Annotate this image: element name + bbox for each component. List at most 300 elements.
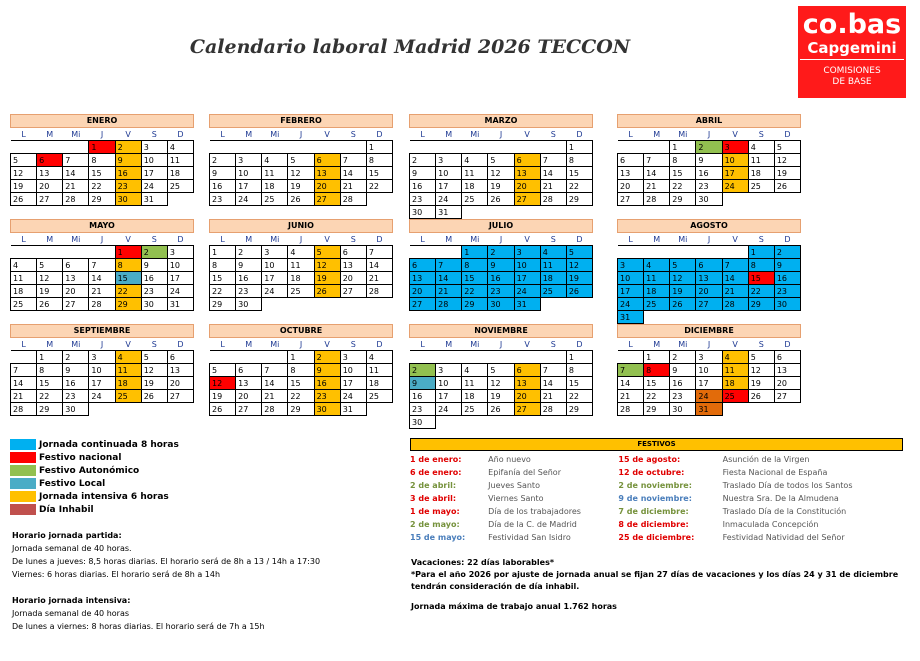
day-cell: 29 bbox=[210, 298, 236, 311]
month-title: NOVIEMBRE bbox=[409, 324, 593, 338]
day-cell: 21 bbox=[340, 180, 366, 193]
day-cell: 27 bbox=[514, 193, 540, 206]
month-abril bbox=[617, 114, 801, 206]
day-cell: 14 bbox=[722, 272, 748, 285]
day-cell: 9 bbox=[141, 259, 167, 272]
weekday-label: V bbox=[514, 128, 540, 141]
day-cell: 1 bbox=[89, 141, 115, 154]
jornada-maxima: Jornada máxima de trabajo anual 1.762 horas bbox=[411, 602, 617, 611]
day-cell: 16 bbox=[63, 377, 89, 390]
day-cell: 11 bbox=[462, 167, 488, 180]
day-cell: 26 bbox=[670, 298, 696, 311]
day-cell: 2 bbox=[141, 246, 167, 259]
legend-label: Día Inhabil bbox=[39, 504, 94, 515]
empty-cell bbox=[748, 403, 774, 416]
day-cell: 5 bbox=[210, 364, 236, 377]
day-cell: 4 bbox=[540, 246, 566, 259]
day-cell: 11 bbox=[644, 272, 670, 285]
month-title: ABRIL bbox=[617, 114, 801, 128]
day-cell: 8 bbox=[644, 364, 670, 377]
empty-cell bbox=[115, 403, 141, 416]
day-cell: 26 bbox=[141, 390, 167, 403]
day-cell: 11 bbox=[748, 154, 774, 167]
day-cell: 4 bbox=[462, 154, 488, 167]
day-cell: 14 bbox=[540, 377, 566, 390]
weekday-label: Mi bbox=[462, 338, 488, 351]
day-cell: 13 bbox=[340, 259, 366, 272]
empty-cell bbox=[366, 298, 392, 311]
day-cell: 27 bbox=[314, 193, 340, 206]
weekday-label: S bbox=[340, 233, 366, 246]
day-cell: 23 bbox=[236, 285, 262, 298]
empty-cell bbox=[540, 351, 566, 364]
weekday-label: D bbox=[366, 338, 392, 351]
day-cell: 27 bbox=[37, 193, 63, 206]
festivo-name: Día de la C. de Madrid bbox=[488, 520, 577, 529]
day-cell: 4 bbox=[748, 141, 774, 154]
month-mayo bbox=[10, 219, 194, 311]
month-title: JUNIO bbox=[209, 219, 393, 233]
empty-cell bbox=[644, 141, 670, 154]
legend-item bbox=[10, 503, 179, 516]
month-octubre bbox=[209, 324, 393, 416]
day-cell: 8 bbox=[462, 259, 488, 272]
day-cell: 19 bbox=[11, 180, 37, 193]
day-cell: 9 bbox=[410, 167, 436, 180]
day-cell: 6 bbox=[167, 351, 193, 364]
weekday-label: D bbox=[774, 338, 800, 351]
day-cell: 9 bbox=[488, 259, 514, 272]
day-cell: 18 bbox=[462, 390, 488, 403]
day-cell: 29 bbox=[644, 403, 670, 416]
day-cell: 28 bbox=[540, 403, 566, 416]
day-cell: 25 bbox=[115, 390, 141, 403]
day-cell: 22 bbox=[462, 285, 488, 298]
day-cell: 5 bbox=[774, 141, 800, 154]
day-cell: 19 bbox=[488, 180, 514, 193]
weekday-label: J bbox=[288, 128, 314, 141]
day-cell: 16 bbox=[210, 180, 236, 193]
day-cell: 22 bbox=[89, 180, 115, 193]
day-cell: 4 bbox=[644, 259, 670, 272]
weekday-label: D bbox=[774, 128, 800, 141]
empty-cell bbox=[540, 141, 566, 154]
day-cell: 25 bbox=[288, 285, 314, 298]
month-febrero bbox=[209, 114, 393, 206]
day-cell: 9 bbox=[670, 364, 696, 377]
day-cell: 2 bbox=[63, 351, 89, 364]
festivo-date: 1 de enero: bbox=[410, 455, 462, 464]
day-cell: 19 bbox=[774, 167, 800, 180]
day-cell: 7 bbox=[89, 259, 115, 272]
empty-cell bbox=[566, 416, 592, 429]
day-cell: 27 bbox=[236, 403, 262, 416]
day-cell: 10 bbox=[618, 272, 644, 285]
weekday-label: V bbox=[722, 233, 748, 246]
day-cell: 16 bbox=[774, 272, 800, 285]
day-cell: 13 bbox=[37, 167, 63, 180]
weekday-label: V bbox=[115, 338, 141, 351]
legend-item bbox=[10, 438, 179, 451]
horario-intensiva-line: Jornada semanal de 40 horas bbox=[12, 609, 130, 618]
day-cell: 27 bbox=[514, 403, 540, 416]
empty-cell bbox=[774, 403, 800, 416]
day-cell: 21 bbox=[262, 390, 288, 403]
day-cell: 31 bbox=[514, 298, 540, 311]
month-title: SEPTIEMBRE bbox=[10, 324, 194, 338]
day-cell: 27 bbox=[340, 285, 366, 298]
day-cell: 30 bbox=[670, 403, 696, 416]
day-cell: 10 bbox=[89, 364, 115, 377]
horario-intensiva-line: De lunes a viernes: 8 horas diarias. El horario será de 7h a 15h bbox=[12, 622, 265, 631]
day-cell: 24 bbox=[167, 285, 193, 298]
day-cell: 10 bbox=[141, 154, 167, 167]
month-enero bbox=[10, 114, 194, 206]
empty-cell bbox=[436, 246, 462, 259]
festivo-date: 12 de octubre: bbox=[618, 468, 685, 477]
weekday-label: M bbox=[37, 338, 63, 351]
month-marzo bbox=[409, 114, 593, 219]
day-cell: 26 bbox=[11, 193, 37, 206]
day-cell: 26 bbox=[288, 193, 314, 206]
day-cell: 18 bbox=[262, 180, 288, 193]
day-cell: 15 bbox=[115, 272, 141, 285]
day-cell: 10 bbox=[436, 167, 462, 180]
day-cell: 17 bbox=[618, 285, 644, 298]
day-cell: 1 bbox=[566, 141, 592, 154]
empty-cell bbox=[210, 351, 236, 364]
day-cell: 28 bbox=[340, 193, 366, 206]
festivo-name: Traslado Día de todos los Santos bbox=[722, 481, 853, 490]
empty-cell bbox=[618, 351, 644, 364]
horario-intensiva bbox=[12, 594, 265, 633]
empty-cell bbox=[514, 416, 540, 429]
day-cell: 13 bbox=[514, 377, 540, 390]
festivo-date: 2 de abril: bbox=[410, 481, 457, 490]
day-cell: 22 bbox=[644, 390, 670, 403]
day-cell: 21 bbox=[644, 180, 670, 193]
day-cell: 26 bbox=[37, 298, 63, 311]
day-cell: 31 bbox=[340, 403, 366, 416]
day-cell: 5 bbox=[488, 154, 514, 167]
weekday-label: L bbox=[410, 233, 436, 246]
day-cell: 3 bbox=[514, 246, 540, 259]
day-cell: 20 bbox=[696, 285, 722, 298]
month-julio bbox=[409, 219, 593, 311]
day-cell: 8 bbox=[748, 259, 774, 272]
weekday-label: M bbox=[644, 338, 670, 351]
day-cell: 17 bbox=[236, 180, 262, 193]
weekday-label: J bbox=[488, 128, 514, 141]
day-cell: 8 bbox=[37, 364, 63, 377]
day-cell: 11 bbox=[288, 259, 314, 272]
weekday-label: Mi bbox=[63, 233, 89, 246]
day-cell: 3 bbox=[436, 364, 462, 377]
day-cell: 13 bbox=[410, 272, 436, 285]
day-cell: 29 bbox=[89, 193, 115, 206]
day-cell: 22 bbox=[210, 285, 236, 298]
day-cell: 30 bbox=[410, 206, 436, 219]
day-cell: 19 bbox=[670, 285, 696, 298]
empty-cell bbox=[236, 141, 262, 154]
day-cell: 8 bbox=[670, 154, 696, 167]
empty-cell bbox=[696, 246, 722, 259]
festivo-date: 9 de noviembre: bbox=[618, 494, 692, 503]
horario-partida-line: Viernes: 6 horas diarias. El horario será de 8h a 14h bbox=[12, 570, 221, 579]
empty-cell bbox=[722, 311, 748, 324]
day-cell: 29 bbox=[288, 403, 314, 416]
day-cell: 22 bbox=[366, 180, 392, 193]
weekday-label: L bbox=[410, 128, 436, 141]
day-cell: 23 bbox=[115, 180, 141, 193]
day-cell: 3 bbox=[436, 154, 462, 167]
day-cell: 28 bbox=[366, 285, 392, 298]
empty-cell bbox=[410, 246, 436, 259]
day-cell: 9 bbox=[210, 167, 236, 180]
day-cell: 15 bbox=[748, 272, 774, 285]
month-junio bbox=[209, 219, 393, 311]
empty-cell bbox=[236, 351, 262, 364]
festivo-name: Jueves Santo bbox=[488, 481, 540, 490]
festivo-row bbox=[410, 531, 903, 544]
day-cell: 14 bbox=[89, 272, 115, 285]
day-cell: 14 bbox=[340, 167, 366, 180]
day-cell: 20 bbox=[314, 180, 340, 193]
horario-partida-title: Horario jornada partida: bbox=[12, 531, 122, 540]
empty-cell bbox=[366, 403, 392, 416]
empty-cell bbox=[288, 141, 314, 154]
day-cell: 13 bbox=[63, 272, 89, 285]
day-cell: 15 bbox=[366, 167, 392, 180]
day-cell: 22 bbox=[670, 180, 696, 193]
legend-label: Festivo Autonómico bbox=[39, 465, 140, 476]
day-cell: 6 bbox=[514, 364, 540, 377]
festivo-name: Festividad Natividad del Señor bbox=[722, 533, 845, 542]
weekday-label: V bbox=[722, 128, 748, 141]
day-cell: 8 bbox=[89, 154, 115, 167]
empty-cell bbox=[722, 246, 748, 259]
day-cell: 2 bbox=[670, 351, 696, 364]
day-cell: 21 bbox=[722, 285, 748, 298]
day-cell: 29 bbox=[115, 298, 141, 311]
day-cell: 25 bbox=[462, 403, 488, 416]
day-cell: 20 bbox=[37, 180, 63, 193]
day-cell: 4 bbox=[115, 351, 141, 364]
empty-cell bbox=[696, 311, 722, 324]
day-cell: 12 bbox=[488, 377, 514, 390]
day-cell: 18 bbox=[462, 180, 488, 193]
weekday-label: V bbox=[314, 338, 340, 351]
day-cell: 18 bbox=[540, 272, 566, 285]
empty-cell bbox=[462, 351, 488, 364]
day-cell: 1 bbox=[566, 351, 592, 364]
festivo-date: 6 de enero: bbox=[410, 468, 462, 477]
empty-cell bbox=[540, 206, 566, 219]
day-cell: 23 bbox=[774, 285, 800, 298]
day-cell: 15 bbox=[288, 377, 314, 390]
weekday-label: V bbox=[314, 128, 340, 141]
day-cell: 21 bbox=[540, 180, 566, 193]
day-cell: 4 bbox=[722, 351, 748, 364]
weekday-label: M bbox=[644, 233, 670, 246]
day-cell: 12 bbox=[11, 167, 37, 180]
empty-cell bbox=[618, 141, 644, 154]
day-cell: 10 bbox=[722, 154, 748, 167]
festivo-row bbox=[410, 453, 903, 466]
weekday-label: S bbox=[540, 128, 566, 141]
weekday-label: J bbox=[89, 338, 115, 351]
day-cell: 2 bbox=[314, 351, 340, 364]
legend-swatch bbox=[10, 491, 36, 502]
weekday-label: J bbox=[696, 128, 722, 141]
horario-partida bbox=[12, 529, 320, 581]
day-cell: 5 bbox=[670, 259, 696, 272]
weekday-label: V bbox=[115, 128, 141, 141]
legend-label: Jornada intensiva 6 horas bbox=[39, 491, 169, 502]
day-cell: 12 bbox=[210, 377, 236, 390]
day-cell: 14 bbox=[366, 259, 392, 272]
day-cell: 17 bbox=[696, 377, 722, 390]
day-cell: 19 bbox=[141, 377, 167, 390]
day-cell: 25 bbox=[11, 298, 37, 311]
day-cell: 26 bbox=[488, 193, 514, 206]
weekday-label: L bbox=[210, 338, 236, 351]
month-title: OCTUBRE bbox=[209, 324, 393, 338]
weekday-label: J bbox=[288, 338, 314, 351]
weekday-label: S bbox=[748, 233, 774, 246]
day-cell: 1 bbox=[462, 246, 488, 259]
festivo-name: Epifanía del Señor bbox=[488, 468, 561, 477]
weekday-label: J bbox=[696, 233, 722, 246]
logo-line2: Capgemini bbox=[800, 40, 904, 60]
day-cell: 25 bbox=[462, 193, 488, 206]
day-cell: 23 bbox=[696, 180, 722, 193]
day-cell: 3 bbox=[262, 246, 288, 259]
weekday-label: L bbox=[618, 233, 644, 246]
month-title: MARZO bbox=[409, 114, 593, 128]
empty-cell bbox=[644, 311, 670, 324]
legend-label: Jornada continuada 8 horas bbox=[39, 439, 179, 450]
legend-label: Festivo nacional bbox=[39, 452, 122, 463]
weekday-label: J bbox=[488, 233, 514, 246]
day-cell: 3 bbox=[340, 351, 366, 364]
festivo-date: 2 de noviembre: bbox=[618, 481, 692, 490]
day-cell: 4 bbox=[462, 364, 488, 377]
day-cell: 6 bbox=[618, 154, 644, 167]
day-cell: 20 bbox=[514, 180, 540, 193]
day-cell: 18 bbox=[748, 167, 774, 180]
day-cell: 30 bbox=[410, 416, 436, 429]
day-cell: 12 bbox=[488, 167, 514, 180]
weekday-label: J bbox=[89, 233, 115, 246]
day-cell: 12 bbox=[748, 364, 774, 377]
day-cell: 17 bbox=[436, 390, 462, 403]
day-cell: 17 bbox=[167, 272, 193, 285]
weekday-label: D bbox=[774, 233, 800, 246]
day-cell: 15 bbox=[566, 167, 592, 180]
day-cell: 22 bbox=[748, 285, 774, 298]
day-cell: 16 bbox=[236, 272, 262, 285]
day-cell: 17 bbox=[722, 167, 748, 180]
day-cell: 23 bbox=[141, 285, 167, 298]
day-cell: 24 bbox=[436, 403, 462, 416]
weekday-label: Mi bbox=[462, 233, 488, 246]
day-cell: 14 bbox=[63, 167, 89, 180]
empty-cell bbox=[748, 311, 774, 324]
day-cell: 12 bbox=[37, 272, 63, 285]
day-cell: 11 bbox=[366, 364, 392, 377]
day-cell: 22 bbox=[115, 285, 141, 298]
month-title: FEBRERO bbox=[209, 114, 393, 128]
weekday-label: S bbox=[748, 338, 774, 351]
day-cell: 18 bbox=[115, 377, 141, 390]
day-cell: 6 bbox=[696, 259, 722, 272]
day-cell: 7 bbox=[340, 154, 366, 167]
day-cell: 5 bbox=[37, 259, 63, 272]
day-cell: 7 bbox=[436, 259, 462, 272]
day-cell: 2 bbox=[115, 141, 141, 154]
day-cell: 3 bbox=[167, 246, 193, 259]
day-cell: 6 bbox=[314, 154, 340, 167]
day-cell: 6 bbox=[37, 154, 63, 167]
day-cell: 9 bbox=[774, 259, 800, 272]
empty-cell bbox=[262, 298, 288, 311]
page-title: Calendario laboral Madrid 2026 TECCON bbox=[189, 36, 631, 58]
day-cell: 7 bbox=[618, 364, 644, 377]
weekday-label: L bbox=[210, 233, 236, 246]
empty-cell bbox=[488, 351, 514, 364]
day-cell: 8 bbox=[366, 154, 392, 167]
empty-cell bbox=[410, 351, 436, 364]
day-cell: 28 bbox=[644, 193, 670, 206]
day-cell: 7 bbox=[262, 364, 288, 377]
festivo-name: Viernes Santo bbox=[488, 494, 544, 503]
day-cell: 4 bbox=[11, 259, 37, 272]
festivo-name: Día de los trabajadores bbox=[488, 507, 581, 516]
day-cell: 6 bbox=[410, 259, 436, 272]
day-cell: 22 bbox=[566, 180, 592, 193]
empty-cell bbox=[540, 416, 566, 429]
weekday-label: V bbox=[722, 338, 748, 351]
cobas-logo bbox=[798, 6, 906, 98]
day-cell: 5 bbox=[566, 246, 592, 259]
day-cell: 14 bbox=[618, 377, 644, 390]
day-cell: 3 bbox=[696, 351, 722, 364]
day-cell: 23 bbox=[410, 403, 436, 416]
day-cell: 3 bbox=[141, 141, 167, 154]
day-cell: 2 bbox=[696, 141, 722, 154]
day-cell: 17 bbox=[89, 377, 115, 390]
empty-cell bbox=[722, 403, 748, 416]
day-cell: 26 bbox=[774, 180, 800, 193]
weekday-label: Mi bbox=[63, 128, 89, 141]
day-cell: 13 bbox=[314, 167, 340, 180]
day-cell: 10 bbox=[696, 364, 722, 377]
empty-cell bbox=[618, 246, 644, 259]
day-cell: 5 bbox=[314, 246, 340, 259]
day-cell: 26 bbox=[748, 390, 774, 403]
day-cell: 25 bbox=[262, 193, 288, 206]
empty-cell bbox=[566, 298, 592, 311]
day-cell: 8 bbox=[566, 154, 592, 167]
day-cell: 7 bbox=[366, 246, 392, 259]
day-cell: 2 bbox=[410, 154, 436, 167]
logo-line1: co.bas bbox=[802, 9, 902, 40]
day-cell: 9 bbox=[696, 154, 722, 167]
day-cell: 19 bbox=[288, 180, 314, 193]
festivos-table bbox=[410, 453, 903, 544]
day-cell: 18 bbox=[722, 377, 748, 390]
